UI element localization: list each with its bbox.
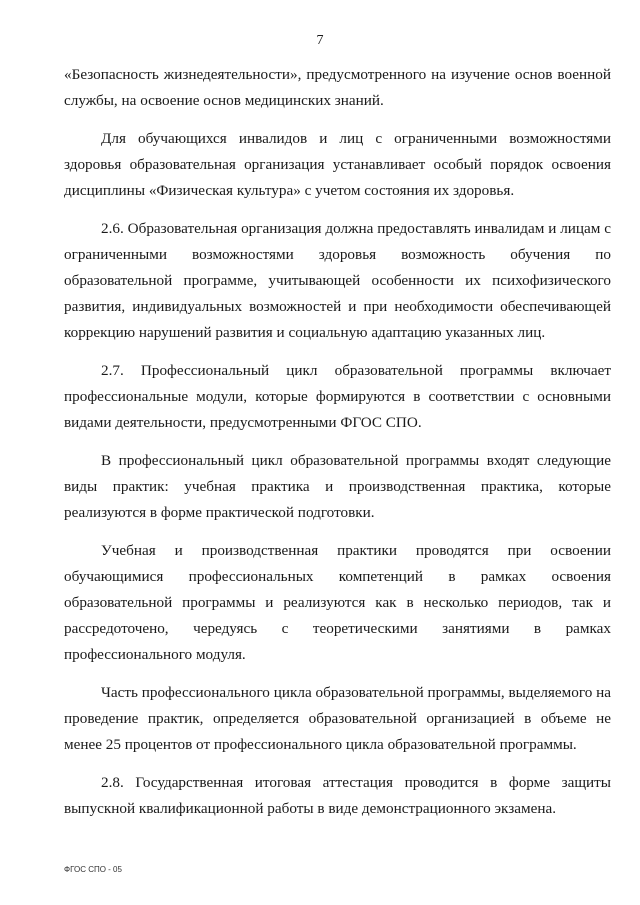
paragraph-practice-conduct: Учебная и производственная практики проводятся при освоении обучающимися профессиональных компетенций в рамках освоения образовательной программы и реализуются как в несколько периодов, так и рассредоточено, чередуясь с теоретическими занятиями в рамках профессионального модуля. (64, 542, 611, 663)
footer-label: ФГОС СПО - 05 (64, 865, 122, 874)
paragraph-practice-types: В профессиональный цикл образовательной программы входят следующие виды практик: учебная практика и производственная практика, которые реализуются в форме практической подготовки. (64, 452, 611, 521)
paragraph-continuation: «Безопасность жизнедеятельности», предусмотренного на изучение основ военной службы, на освоение основ медицинских знаний. (64, 66, 611, 109)
paragraph-2-8: 2.8. Государственная итоговая аттестация проводится в форме защиты выпускной квалификационной работы в виде демонстрационного экзамена. (64, 774, 611, 817)
paragraph-2-6: 2.6. Образовательная организация должна предоставлять инвалидам и лицам с ограниченными возможностями здоровья возможность обучения по образовательной программе, учитывающей особенности их психофизического развития, индивидуальных возможностей и при необходимости обеспечивающей коррекцию нарушений развития и социальную адаптацию указанных лиц. (64, 220, 611, 341)
document-body (64, 62, 611, 834)
page-number: 7 (316, 33, 324, 48)
paragraph-practice-share: Часть профессионального цикла образовательной программы, выделяемого на проведение практик, определяется образовательной организацией в объеме не менее 25 процентов от профессионального цикла образовательной программы. (64, 684, 611, 753)
paragraph-disabled-students-pe: Для обучающихся инвалидов и лиц с ограниченными возможностями здоровья образовательная организация устанавливает особый порядок освоения дисциплины «Физическая культура» с учетом состояния их здоровья. (64, 130, 611, 199)
paragraph-2-7: 2.7. Профессиональный цикл образовательной программы включает профессиональные модули, которые формируются в соответствии с основными видами деятельности, предусмотренными ФГОС СПО. (64, 362, 611, 431)
